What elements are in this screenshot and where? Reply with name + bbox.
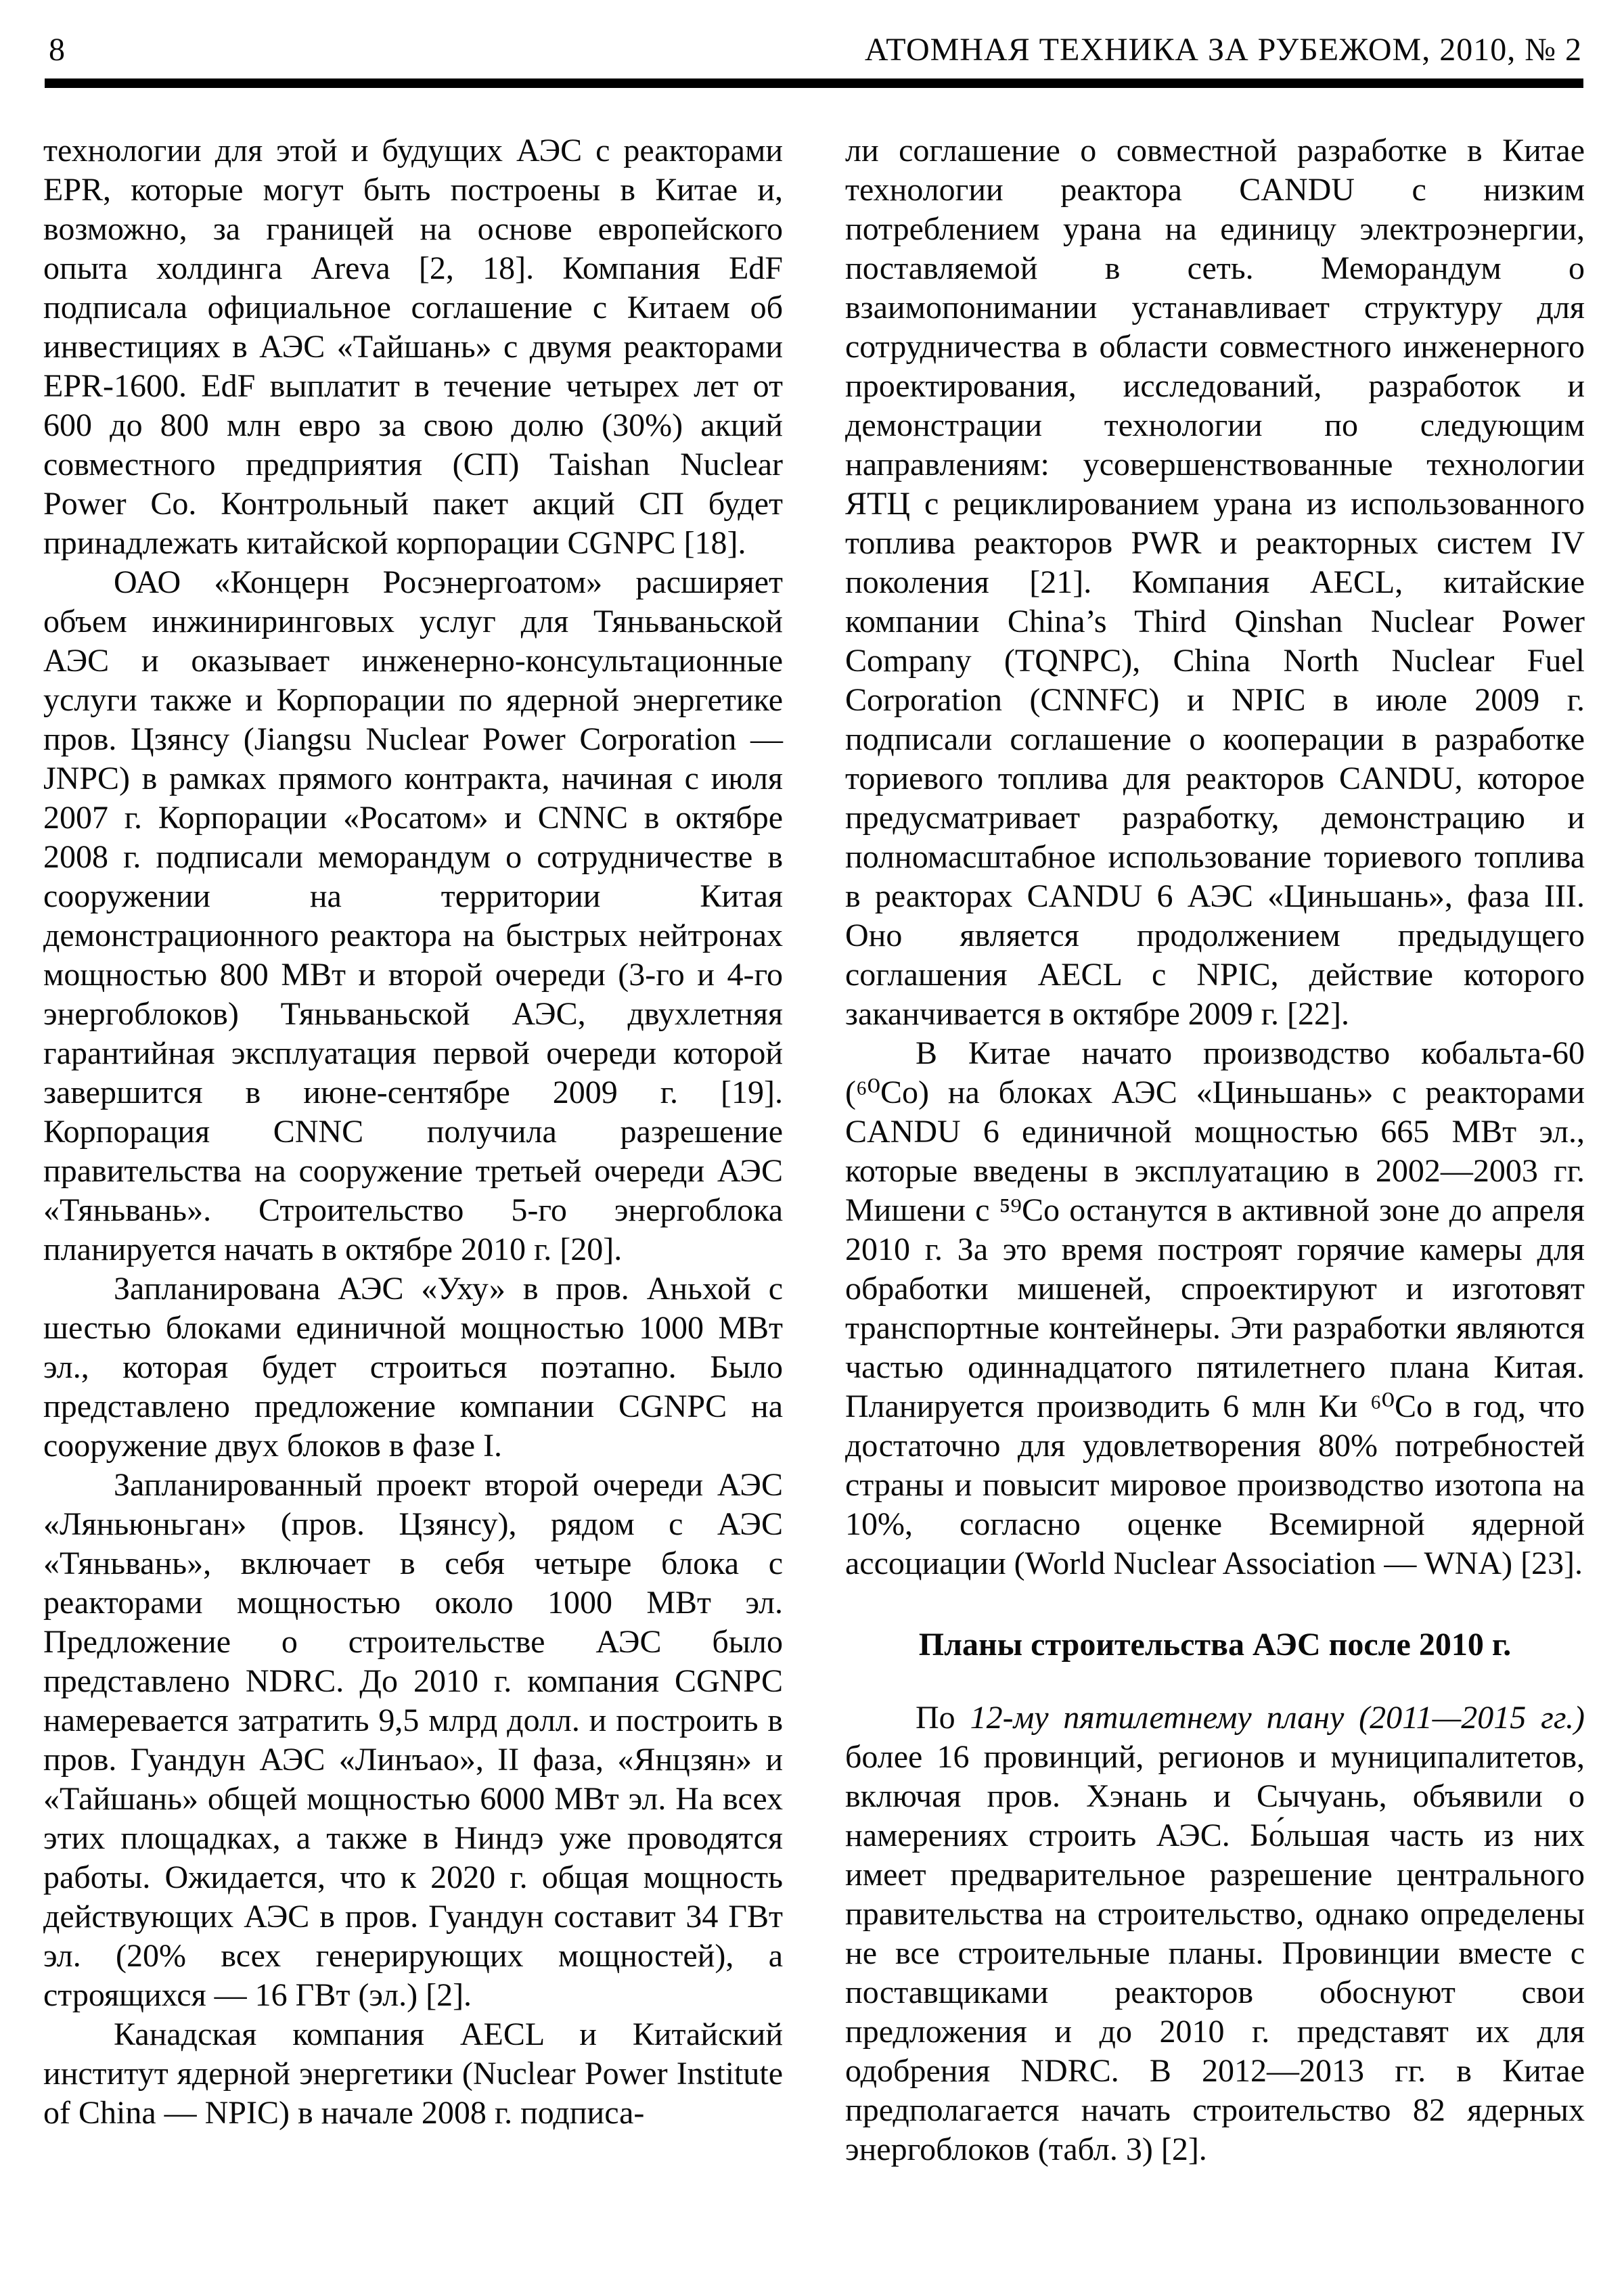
text-run: Канадская компания AECL и Китайский институт ядерной энергетики (Nuclear Power Institute of China — NPIC) в начале 2008 г. подписа- [43, 2016, 783, 2131]
section-heading [845, 1625, 1585, 1665]
paragraph [43, 1466, 783, 2015]
text-run: Запланирована АЭС «Уху» в пров. Аньхой с шестью блоками единичной мощностью 1000 МВт эл., которая будет строиться поэтапно. Было представлено предложение компании CGNPC на сооружение двух блоков в фазе I. [43, 1271, 783, 1464]
paragraph [845, 131, 1585, 1034]
text-run: ОАО «Концерн Росэнергоатом» расширяет объем инжиниринговых услуг для Тяньваньской АЭС и оказывает инженерно-консультационные услуги также и Корпорации по ядерной энергетике пров. Цзянсу (Jiangsu Nuclear Power Corporation — JNPC) в рамках прямого контракта, начиная с июля 2007 г. Корпорации «Росатом» и CNNC в октябре 2008 г. подписали меморандум о сотрудничестве в сооружении на территории Китая демонстрационного реактора на быстрых нейтронах мощностью 800 МВт и второй очереди (3-го и 4-го энергоблоков) Тяньваньской АЭС, двухлетняя гарантийная эксплуатация первой очереди которой завершится в июне-сентябре 2009 г. [19]. Корпорация CNNC получила разрешение правительства на сооружение третьей очереди АЭС «Тяньвань». Строительство 5-го энергоблока планируется начать в октябре 2010 г. [20]. [43, 564, 783, 1267]
left-column [43, 131, 783, 2169]
paragraph [43, 2015, 783, 2133]
page-header [49, 31, 1582, 69]
text-run: Запланированный проект второй очереди АЭС «Ляньюньган» (пров. Цзянсу), рядом с АЭС «Тяньвань», включает в себя четыре блока с реакторами мощностью около 1000 МВт эл. Предложение о строительстве АЭС было представлено NDRC. До 2010 г. компания CGNPC намеревается затратить 9,5 млрд долл. и построить в пров. Гуандун АЭС «Линъао», II фаза, «Янцзян» и «Тайшань» общей мощностью 6000 МВт эл. На всех этих площадках, а также в Ниндэ уже проводятся работы. Ожидается, что к 2020 г. общая мощность действующих АЭС в пров. Гуандун составит 34 ГВт эл. (20% всех генерирующих мощностей), а строящихся — 16 ГВт (эл.) [2]. [43, 1467, 783, 2013]
header-rule [45, 78, 1583, 88]
text-run: По [916, 1700, 970, 1736]
paragraph [845, 1034, 1585, 1583]
text-columns [43, 131, 1585, 2169]
text-run: В Китае начато производство кобальта-60 (⁶⁰Co) на блоках АЭС «Циньшань» с реакторами CANDU 6 единичной мощностью 665 МВт эл., которые введены в эксплуатацию в 2002—2003 гг. Мишени с ⁵⁹Co останутся в активной зоне до апреля 2010 г. За это время построят горячие камеры для обработки мишеней, спроектируют и изготовят транспортные контейнеры. Эти разработки являются частью одиннадцатого пятилетнего плана Китая. Планируется производить 6 млн Ки ⁶⁰Co в год, что достаточно для удовлетворения 80% потребностей страны и повысит мировое производство изотопа на 10%, согласно оценке Всемирной ядерной ассоциации (World Nuclear Association — WNA) [23]. [845, 1035, 1585, 1581]
text-run: ли соглашение о совместной разработке в Китае технологии реактора CANDU с низким потреблением урана на единицу электроэнергии, поставляемой в сеть. Меморандум о взаимопонимании устанавливает структуру для сотрудничества в области совместного инженерного проектирования, исследований, разработок и демонстрации технологии по следующим направлениям: усовершенствованные технологии ЯТЦ с рециклированием урана из использованного топлива реакторов PWR и реакторных систем IV поколения [21]. Компания AECL, китайские компании China’s Third Qinshan Nuclear Power Company (TQNPC), China North Nuclear Fuel Corporation (CNNFC) и NPIC в июле 2009 г. подписали соглашение о кооперации в разработке ториевого топлива для реакторов CANDU, которое предусматривает разработку, демонстрацию и полномасштабное использование ториевого топлива в реакторах CANDU 6 АЭС «Циньшань», фаза III. Оно является продолжением предыдущего соглашения AECL с NPIC, действие которого заканчивается в октябре 2009 г. [22]. [845, 133, 1585, 1032]
right-column [845, 131, 1585, 2169]
paragraph [43, 1269, 783, 1466]
text-run: более 16 провинций, регионов и муниципалитетов, включая пров. Хэнань и Сычуань, объявили о намерениях строить АЭС. Бо́льшая часть из них имеет предварительное разрешение центрального правительства на строительство, однако определены не все строительные планы. Провинции вместе с поставщиками реакторов обоснуют свои предложения и до 2010 г. представят их для одобрения NDRC. В 2012—2013 гг. в Китае предполагается начать строительство 82 ядерных энергоблоков (табл. 3) [2]. [845, 1739, 1585, 2167]
paragraph [845, 1698, 1585, 2169]
journal-title: АТОМНАЯ ТЕХНИКА ЗА РУБЕЖОМ, 2010, № 2 [864, 32, 1582, 68]
paragraph [43, 563, 783, 1269]
paragraph [43, 131, 783, 563]
text-run: 12-му пятилетнему плану (2011—2015 гг.) [970, 1700, 1585, 1736]
text-run: Планы строительства АЭС после 2010 г. [918, 1627, 1512, 1663]
page-number: 8 [49, 32, 65, 68]
text-run: технологии для этой и будущих АЭС с реакторами EPR, которые могут быть построены в Китае и, возможно, за границей на основе европейского опыта холдинга Areva [2, 18]. Компания EdF подписала официальное соглашение с Китаем об инвестициях в АЭС «Тайшань» с двумя реакторами EPR-1600. EdF выплатит в течение четырех лет от 600 до 800 млн евро за свою долю (30%) акций совместного предприятия (СП) Taishan Nuclear Power Co. Контрольный пакет акций СП будет принадлежать китайской корпорации CGNPC [18]. [43, 133, 783, 561]
